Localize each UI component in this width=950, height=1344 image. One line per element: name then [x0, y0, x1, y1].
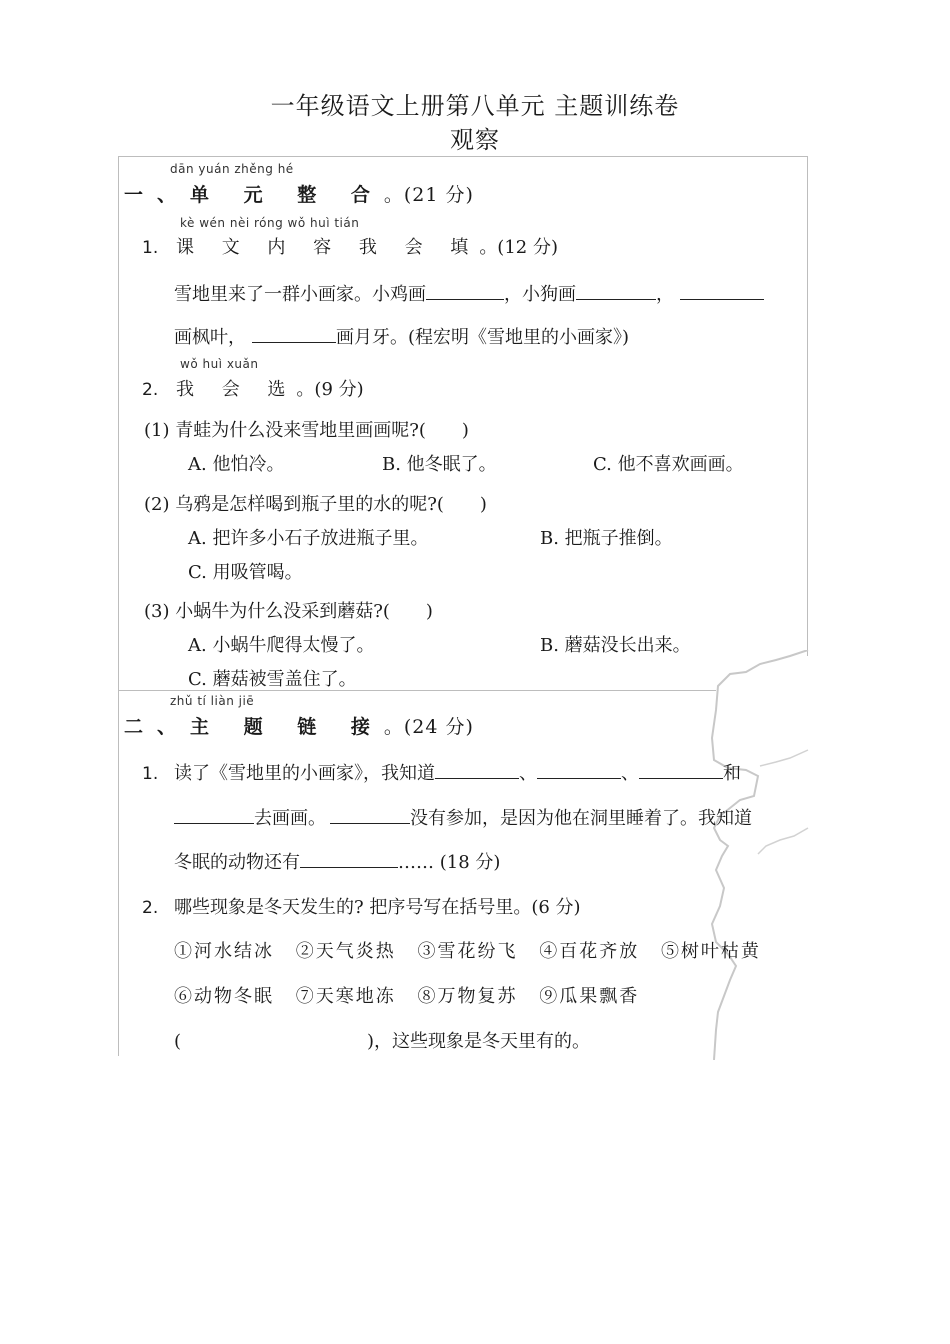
phenomenon-6: ⑥动物冬眠: [174, 986, 274, 1007]
section1-score: 。(21 分): [383, 184, 474, 206]
blank-animal-moon[interactable]: [252, 324, 336, 343]
s2q2-number: 2.: [142, 898, 159, 918]
section1-label: 一、单 元 整 合: [124, 184, 384, 206]
s2q1-line3: [174, 848, 500, 874]
page-subtitle: 观察: [450, 126, 500, 154]
choice-1-option-b[interactable]: B. 他冬眠了。: [382, 454, 497, 475]
blank-chick-draws[interactable]: [426, 281, 504, 300]
answer-paren-open: (: [174, 1031, 182, 1052]
choice-question-1: (1) 青蛙为什么没来雪地里画画呢?( ): [144, 420, 469, 441]
s1q2-label: 我 会 选: [175, 379, 297, 400]
phenomenon-3: ③雪花纷飞: [417, 941, 518, 962]
phenomenon-7: ⑦天寒地冻: [295, 986, 396, 1007]
s2q1-sep2: 、: [620, 763, 639, 784]
s2q1-line1-end: 和: [722, 763, 741, 784]
s1q1-line1-text-b: ，小狗画: [504, 284, 576, 305]
phenomenon-5: ⑤树叶枯黄: [660, 941, 761, 962]
s1q1-label: 课 文 内 容 我 会 填: [175, 237, 480, 258]
section2-pinyin: zhǔ tí liàn jiē: [170, 694, 255, 708]
s1q1-line1-text-c: ，: [656, 284, 674, 305]
blank-painter-1[interactable]: [435, 760, 519, 779]
s1q2-score: 。(9 分): [296, 379, 364, 400]
phenomenon-1: ①河水结冰: [174, 941, 274, 962]
s2q2-prompt: 哪些现象是冬天发生的? 把序号写在括号里。(6 分): [173, 897, 581, 918]
choice-3-option-b[interactable]: B. 蘑菇没长出来。: [540, 635, 691, 656]
blank-animal-maple[interactable]: [680, 281, 764, 300]
phenomenon-4: ④百花齐放: [539, 941, 640, 962]
s1q1-heading: [142, 233, 558, 259]
choice-1-option-a[interactable]: A. 他怕冷。: [188, 454, 285, 475]
blank-painter-3[interactable]: [639, 760, 723, 779]
section2-score: 。(24 分): [383, 716, 474, 738]
s1q2-pinyin: wǒ huì xuǎn: [180, 357, 259, 371]
blank-absent-animal[interactable]: [330, 805, 410, 824]
s1q1-pinyin: kè wén nèi róng wǒ huì tián: [180, 216, 360, 230]
s2q2-heading: [142, 893, 581, 919]
s2q2-answer-line: [174, 1027, 590, 1053]
section1-pinyin: dān yuán zhěng hé: [170, 162, 294, 176]
phenomenon-8: ⑧万物复苏: [417, 986, 518, 1007]
blank-painter-2[interactable]: [537, 760, 621, 779]
blank-dog-draws[interactable]: [576, 281, 656, 300]
s1q1-line1-text-a: 雪地里来了一群小画家。小鸡画: [174, 284, 426, 305]
s1q1-line2: [174, 323, 629, 349]
torn-edge-decoration: [690, 650, 810, 1060]
s1q1-line2-text-a: 画枫叶，: [174, 327, 246, 348]
s2q1-line2-text-a: 去画画。: [254, 808, 326, 829]
blank-painter-4[interactable]: [174, 805, 254, 824]
s2q1-sep1: 、: [518, 763, 537, 784]
s2q1-line1: [142, 759, 741, 785]
blank-hibernating-animals[interactable]: [300, 849, 398, 868]
section2-heading: [124, 712, 474, 739]
s1q1-score: 。(12 分): [479, 237, 558, 258]
s1q1-number: 1.: [142, 238, 159, 258]
choice-question-3: (3) 小蜗牛为什么没采到蘑菇?( ): [144, 601, 433, 622]
phenomenon-2: ②天气炎热: [295, 941, 396, 962]
s1q2-heading: [142, 375, 364, 401]
s2q1-line3-text-b: …… (18 分): [398, 852, 501, 873]
s2q1-number: 1.: [142, 764, 159, 784]
s2q1-line1-text: 读了《雪地里的小画家》，我知道: [173, 763, 435, 784]
s2q1-line3-text-a: 冬眠的动物还有: [174, 852, 300, 873]
choice-2-option-c[interactable]: C. 用吸管喝。: [188, 562, 303, 583]
frame-top-line: [118, 156, 808, 157]
section2-label: 二、主 题 链 接: [124, 716, 384, 738]
section1-heading: [124, 180, 474, 207]
choice-1-option-c[interactable]: C. 他不喜欢画画。: [593, 454, 744, 475]
frame-right-line: [807, 156, 808, 656]
phenomena-row-1: [174, 937, 761, 963]
s2q1-line2: [174, 804, 752, 830]
choice-3-option-a[interactable]: A. 小蜗牛爬得太慢了。: [188, 635, 375, 656]
answer-paren-close: )，这些现象是冬天里有的。: [367, 1031, 591, 1052]
phenomenon-9: ⑨瓜果飘香: [539, 986, 640, 1007]
s1q1-line2-text-b: 画月牙。(程宏明《雪地里的小画家》): [336, 327, 630, 348]
frame-left-line: [118, 156, 119, 1056]
phenomena-row-2: [174, 982, 639, 1008]
choice-question-2: (2) 乌鸦是怎样喝到瓶子里的水的呢?( ): [144, 494, 487, 515]
page-title: 一年级语文上册第八单元 主题训练卷: [270, 92, 680, 120]
s1q2-number: 2.: [142, 380, 159, 400]
s2q1-line2-text-b: 没有参加，是因为他在洞里睡着了。我知道: [410, 808, 752, 829]
choice-3-option-c[interactable]: C. 蘑菇被雪盖住了。: [188, 669, 357, 690]
s1q1-line1: [174, 280, 764, 306]
choice-2-option-b[interactable]: B. 把瓶子推倒。: [540, 528, 673, 549]
choice-2-option-a[interactable]: A. 把许多小石子放进瓶子里。: [188, 528, 429, 549]
